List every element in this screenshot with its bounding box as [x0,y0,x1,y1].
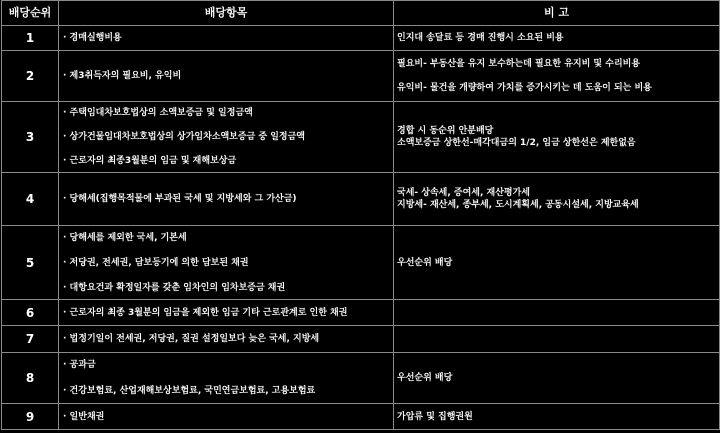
item-line: · 일반채권 [63,411,105,422]
table-row [2,326,720,353]
item-line: · 저당권, 전세권, 담보등기에 의한 담보된 채권 [63,257,249,268]
item-cell [59,173,394,226]
item-line: · 근로자의 최종3월분의 임금 및 재해보상금 [63,156,237,166]
item-cell [59,51,394,102]
note-line: 우선순위 배당 [397,373,453,383]
table-row [2,26,720,51]
header-note: 비 고 [394,1,720,26]
note-cell [394,404,720,430]
table-row [2,353,720,404]
note-line: 경합 시 동순위 안분배당 [397,126,494,136]
rank-cell: 4 [2,173,59,226]
note-line: 국세- 상속세, 증여세, 재산평가세 [397,188,530,198]
table-row [2,51,720,102]
item-cell [59,326,394,353]
distribution-priority-table [1,0,720,430]
note-cell [394,300,720,326]
rank-cell: 1 [2,26,59,51]
note-line: 가압류 및 집행권원 [397,411,473,422]
item-cell [59,300,394,326]
item-line: · 당해세를 제외한 국세, 기본세 [63,232,187,243]
note-cell [394,226,720,300]
rank-cell: 3 [2,102,59,173]
item-cell [59,102,394,173]
item-line: · 상가건물임대차보호법상의 상가임차소액보증금 중 일정금액 [63,132,305,142]
header-rank: 배당순위 [2,1,59,26]
note-line: 지방세- 재산세, 종부세, 도시계획세, 공동시설세, 지방교육세 [397,200,639,210]
table-row [2,102,720,173]
rank-cell: 8 [2,353,59,404]
item-line: · 대항요건과 확정일자를 갖춘 임차인의 임차보증금 채권 [63,282,286,293]
item-cell [59,353,394,404]
note-cell [394,173,720,226]
note-cell [394,326,720,353]
table-row [2,404,720,430]
table-row [2,226,720,300]
note-line: 소액보증금 상한선-매각대금의 1/2, 임금 상한선은 제한없음 [397,138,636,148]
rank-cell: 2 [2,51,59,102]
item-line: · 경매실행비용 [63,33,122,43]
item-cell [59,226,394,300]
item-line: · 주택임대차보호법상의 소액보증금 및 일정금액 [63,108,253,118]
note-line: 필요비- 부동산을 유지 보수하는데 필요한 유지비 및 수리비용 [397,59,641,69]
header-row [2,1,720,26]
item-cell [59,26,394,51]
note-cell [394,26,720,51]
rank-cell: 5 [2,226,59,300]
header-item: 배당항목 [59,1,394,26]
item-line: · 당해세(집행목적물에 부과된 국세 및 지방세와 그 가산금) [63,194,297,204]
table-row [2,300,720,326]
item-line: · 근로자의 최종 3월분의 임금을 제외한 임금 기타 근로관계로 인한 채권 [63,307,348,318]
note-cell [394,353,720,404]
item-line: · 건강보험료, 산업재해보상보험료, 국민연금보험료, 고용보험료 [63,386,316,396]
item-line: · 공과금 [63,360,96,370]
note-cell [394,51,720,102]
table-row [2,173,720,226]
note-line: 유익비- 물건을 개량하여 가치를 증가시키는 데 도움이 되는 비용 [397,83,652,93]
rank-cell: 6 [2,300,59,326]
item-cell [59,404,394,430]
item-line: · 법정기일이 전세권, 저당권, 질권 설정일보다 늦은 국세, 지방세 [63,334,320,344]
note-cell [394,102,720,173]
note-line: 인지대 송달료 등 경매 진행시 소요된 비용 [397,33,564,43]
note-line: 우선순위 배당 [397,257,453,268]
rank-cell: 9 [2,404,59,430]
item-line: · 제3취득자의 필요비, 유익비 [63,71,182,81]
rank-cell: 7 [2,326,59,353]
